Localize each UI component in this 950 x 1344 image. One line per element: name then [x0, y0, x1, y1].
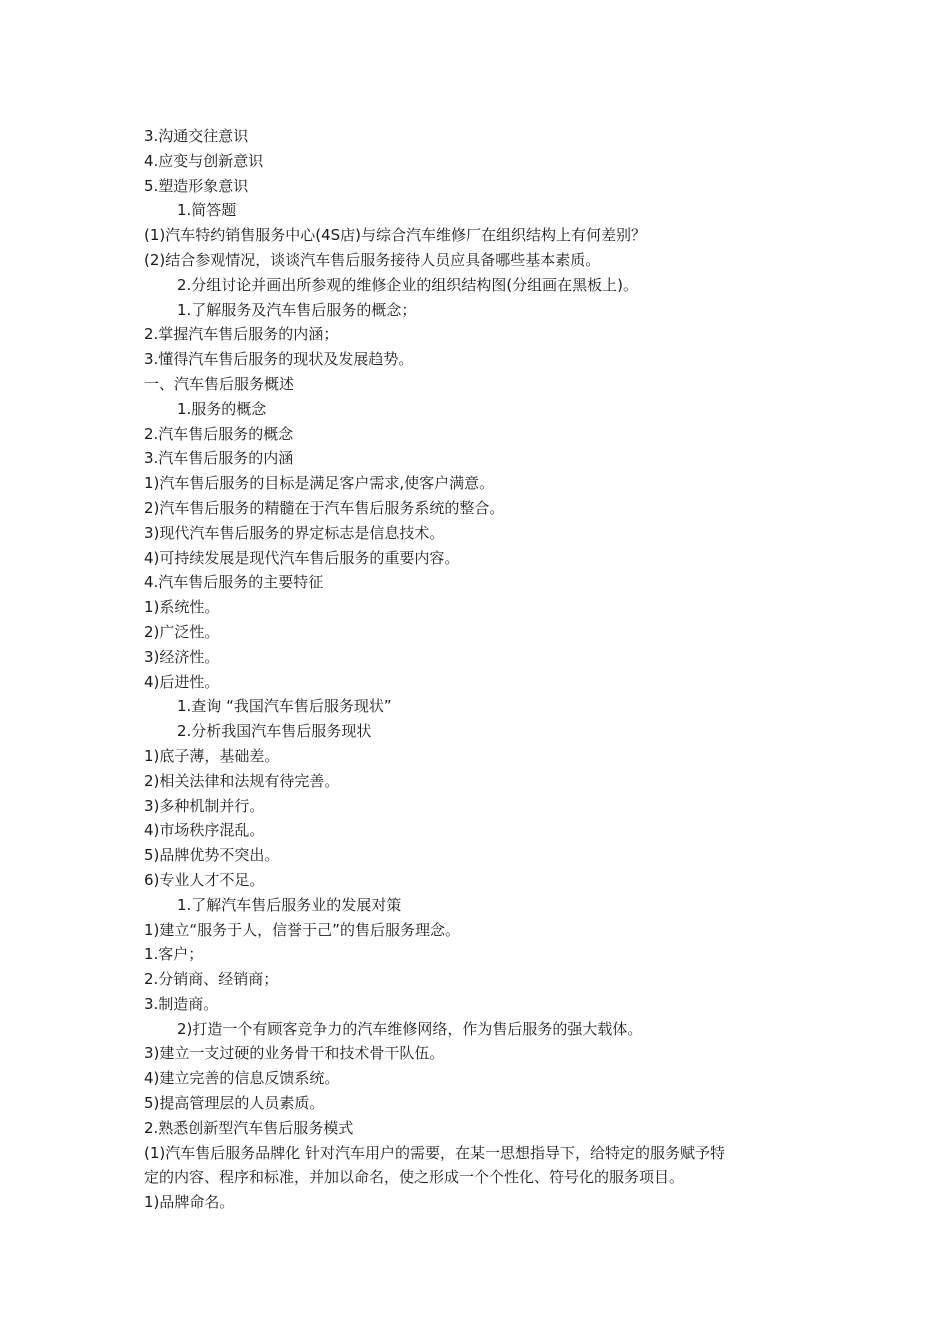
text-line: 1)品牌命名。: [144, 1193, 235, 1212]
text-line: 1.了解汽车售后服务业的发展对策: [177, 895, 402, 914]
text-line: 2.分销商、经销商；: [144, 970, 279, 989]
text-line: 1)底子薄，基础差。: [144, 746, 280, 765]
text-line: 5)品牌优势不突出。: [144, 846, 280, 865]
text-line: 2)汽车售后服务的精髓在于汽车售后服务系统的整合。: [144, 498, 505, 517]
text-line: 2.熟悉创新型汽车售后服务模式: [144, 1118, 354, 1137]
text-line: 4)可持续发展是现代汽车售后服务的重要内容。: [144, 548, 460, 567]
text-line: 4.汽车售后服务的主要特征: [144, 573, 324, 592]
text-line: (2)结合参观情况，谈谈汽车售后服务接待人员应具备哪些基本素质。: [144, 250, 601, 269]
text-line: 2)相关法律和法规有待完善。: [144, 771, 340, 790]
text-line: 一、汽车售后服务概述: [144, 374, 295, 393]
text-line: 3)现代汽车售后服务的界定标志是信息技术。: [144, 523, 445, 542]
text-line: 2)广泛性。: [144, 622, 220, 641]
text-line: 2.分组讨论并画出所参观的维修企业的组织结构图(分组画在黑板上)。: [177, 275, 639, 294]
text-line: 1.服务的概念: [177, 399, 267, 418]
text-line: 1)汽车售后服务的目标是满足客户需求,使客户满意。: [144, 474, 495, 493]
text-line: 1.客户；: [144, 945, 204, 964]
text-line: 2)打造一个有顾客竞争力的汽车维修网络，作为售后服务的强大载体。: [177, 1019, 643, 1038]
text-line: 3.懂得汽车售后服务的现状及发展趋势。: [144, 350, 414, 369]
text-line: 5)提高管理层的人员素质。: [144, 1094, 325, 1113]
text-line: 1)建立“服务于人，信誉于己”的售后服务理念。: [144, 920, 460, 939]
text-line: 2.分析我国汽车售后服务现状: [177, 722, 372, 741]
text-line: (1)汽车售后服务品牌化 针对汽车用户的需要，在某一思想指导下，给特定的服务赋予特: [144, 1143, 726, 1162]
text-line: 2.掌握汽车售后服务的内涵；: [144, 325, 339, 344]
text-line: 1.查询 “我国汽车售后服务现状”: [177, 697, 392, 716]
text-line: 4)建立完善的信息反馈系统。: [144, 1069, 340, 1088]
text-line: 3.沟通交往意识: [144, 127, 249, 145]
text-line: 6)专业人才不足。: [144, 870, 265, 889]
text-line: 3.制造商。: [144, 994, 219, 1013]
text-line: 4.应变与创新意识: [144, 151, 264, 170]
document-body: [144, 124, 824, 1215]
text-line: 3)建立一支过硬的业务骨干和技术骨干队伍。: [144, 1044, 445, 1063]
text-line: 4)后进性。: [144, 672, 220, 691]
text-line: 定的内容、程序和标准，并加以命名，使之形成一个个性化、符号化的服务项目。: [144, 1168, 685, 1187]
text-line: 2.汽车售后服务的概念: [144, 424, 294, 443]
text-line: 3.汽车售后服务的内涵: [144, 449, 294, 468]
text-line: 1.简答题: [177, 201, 237, 220]
text-line: 1.了解服务及汽车售后服务的概念；: [177, 300, 417, 319]
text-line: 3)经济性。: [144, 647, 220, 666]
text-line: 1)系统性。: [144, 598, 220, 617]
text-line: (1)汽车特约销售服务中心(4S店)与综合汽车维修厂在组织结构上有何差别？: [144, 226, 647, 245]
text-line: 4)市场秩序混乱。: [144, 821, 265, 840]
text-line: 5.塑造形象意识: [144, 176, 249, 195]
text-line: 3)多种机制并行。: [144, 796, 265, 815]
